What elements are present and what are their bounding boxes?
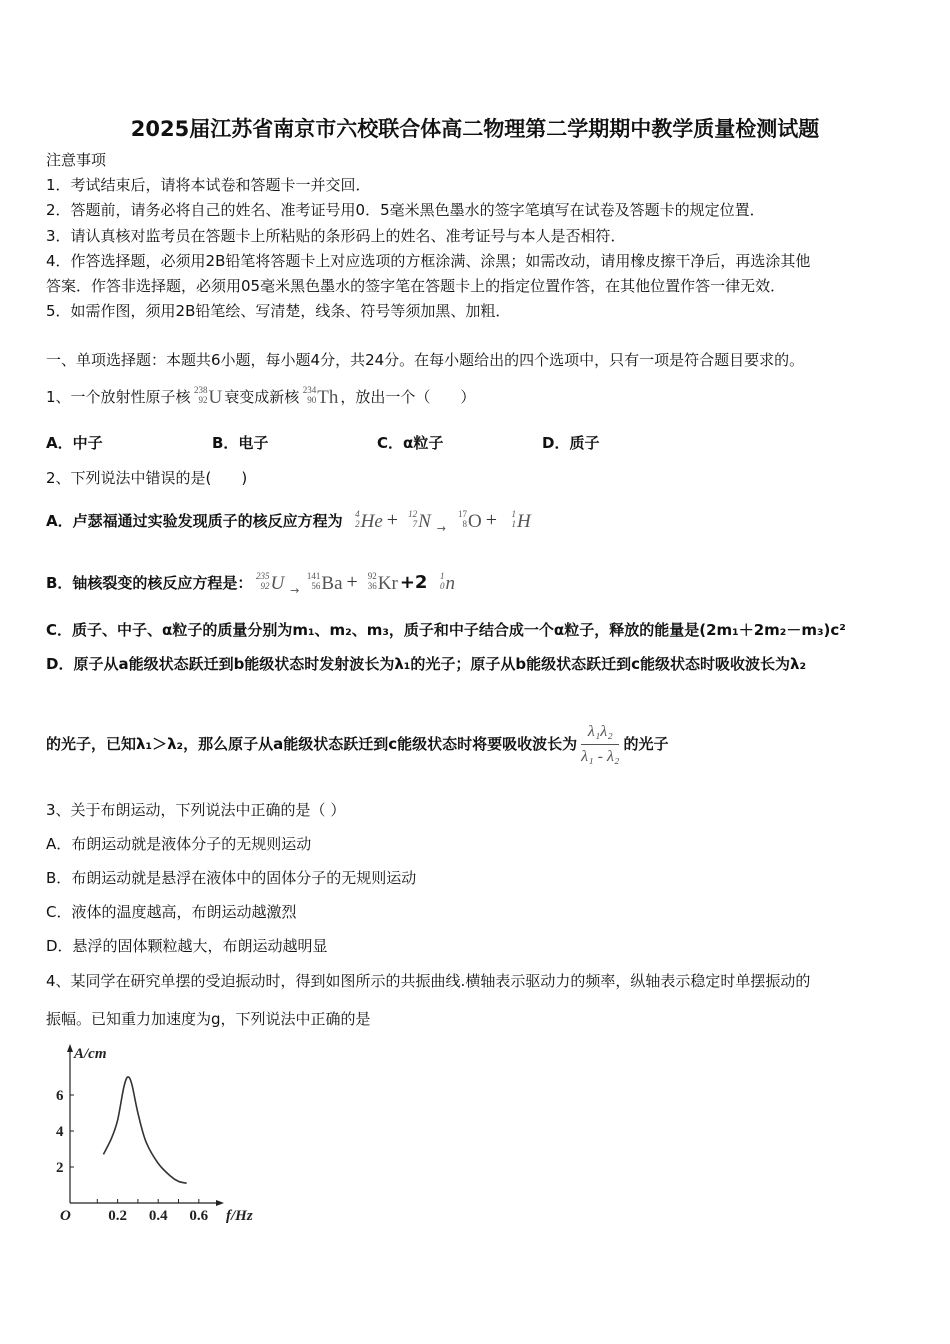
atomic-number: 56 xyxy=(311,580,321,591)
atomic-number: 90 xyxy=(307,394,317,405)
y-tick-label: 4 xyxy=(56,1124,64,1140)
q2-option-a[interactable]: A．卢瑟福通过实验发现质子的核反应方程为 4 2 He + 12 7 N $_\to$ 17 8 O + 1 1 H xyxy=(46,510,533,539)
mass-number: 4 xyxy=(355,508,360,519)
atomic-number: 0 xyxy=(439,580,445,591)
mass-number: 1 xyxy=(511,508,516,519)
q1-option-c[interactable]: C．α粒子 xyxy=(377,434,444,452)
notice-item: 答案．作答非选择题，必须用05毫米黑色墨水的签字笔在答题卡上的指定位置作答，在其他位置作答一律无效． xyxy=(46,277,786,295)
q2-option-c[interactable]: C．质子、中子、α粒子的质量分别为m₁、m₂、m₃，质子和中子结合成一个α粒子，释放的能量是(2m₁＋2m₂－m₃)c² xyxy=(46,621,846,639)
q2-option-b[interactable]: B．铀核裂变的核反应方程是： 235 92 U $_\to$ 141 56 Ba + 92 36 Kr +2 1 0 n xyxy=(46,572,457,601)
fraction xyxy=(581,722,619,767)
option-text: 的光子，已知λ₁＞λ₂，那么原子从a能级状态跃迁到c能级状态时将要吸收波长为 xyxy=(46,735,578,753)
section-heading: 一、单项选择题：本题共6小题，每小题4分，共24分。在每小题给出的四个选项中，只有一项是符合题目要求的。 xyxy=(46,351,805,369)
page-title: 2025届江苏省南京市六校联合体高二物理第二学期期中教学质量检测试题 xyxy=(130,117,820,141)
mass-number: 238 xyxy=(194,384,208,395)
symbol: Th xyxy=(317,386,339,408)
y-tick-label: 2 xyxy=(56,1160,64,1176)
notice-item: 5．如需作图，须用2B铅笔绘、写清楚，线条、符号等须加黑、加粗． xyxy=(46,302,511,320)
mass-number: 234 xyxy=(302,384,317,395)
mass-number: 1 xyxy=(439,570,445,581)
nuclide xyxy=(452,508,482,532)
symbol: O xyxy=(467,510,482,532)
notice-item: 3．请认真核对监考员在答题卡上所粘贴的条形码上的姓名、准考证号与本人是否相符． xyxy=(46,227,626,245)
option-text: A．卢瑟福通过实验发现质子的核反应方程为 xyxy=(46,512,343,530)
symbol: U xyxy=(270,572,285,594)
resonance-curve xyxy=(103,1077,186,1183)
x-tick-label: 0.6 xyxy=(189,1208,209,1224)
origin-label: O xyxy=(60,1208,71,1224)
q2-stem: 2、下列说法中错误的是( ) xyxy=(46,469,248,487)
atomic-number: 1 xyxy=(511,518,516,529)
nuclide xyxy=(305,570,343,594)
fraction-numerator: λ₁λ₂ xyxy=(581,722,619,745)
q3-option-a[interactable]: A．布朗运动就是液体分子的无规则运动 xyxy=(46,835,312,853)
x-axis-arrow-icon xyxy=(216,1200,224,1206)
nuclide-th234 xyxy=(301,384,339,408)
atomic-number: 2 xyxy=(355,518,360,529)
symbol: U xyxy=(208,386,223,408)
atomic-number: 92 xyxy=(260,580,270,591)
x-tick-label: 0.4 xyxy=(148,1208,168,1224)
arrow-icon: → xyxy=(436,522,446,535)
resonance-curve-chart xyxy=(40,1040,280,1230)
x-axis-label: f/Hz xyxy=(226,1208,253,1224)
nuclide xyxy=(362,570,398,594)
nuclide xyxy=(345,508,383,532)
fraction-denominator: λ₁ - λ₂ xyxy=(581,748,620,765)
notice-item: 2．答题前，请务必将自己的姓名、准考证号用0．5毫米黑色墨水的签字笔填写在试卷及答题卡的规定位置． xyxy=(46,201,765,219)
symbol: n xyxy=(445,572,455,594)
x-tick-label: 0.2 xyxy=(108,1208,127,1224)
y-axis-arrow-icon xyxy=(67,1044,73,1052)
notice-item: 4．作答选择题，必须用2B铅笔将答题卡上对应选项的方框涂满、涂黑；如需改动，请用橡皮擦干净后，再选涂其他 xyxy=(46,252,811,270)
q1-stem xyxy=(46,384,476,408)
symbol: He xyxy=(360,510,383,532)
mass-number: 235 xyxy=(255,570,270,581)
atomic-number: 36 xyxy=(367,580,377,591)
nuclide-u238 xyxy=(193,384,223,408)
mass-number: 17 xyxy=(457,508,467,519)
atomic-number: 7 xyxy=(412,518,418,529)
q3-option-c[interactable]: C．液体的温度越高，布朗运动越激烈 xyxy=(46,903,297,921)
q4-stem: 4、某同学在研究单摆的受迫振动时，得到如图所示的共振曲线.横轴表示驱动力的频率，纵轴表示稳定时单摆振动的 xyxy=(46,972,811,990)
symbol: N xyxy=(418,510,431,532)
atomic-number: 92 xyxy=(198,394,208,405)
q1-text: 衰变成新核 xyxy=(224,388,300,406)
q1-text: 1、一个放射性原子核 xyxy=(46,388,191,406)
q3-option-b[interactable]: B．布朗运动就是悬浮在液体中的固体分子的无规则运动 xyxy=(46,869,417,887)
coefficient: +2 xyxy=(399,572,428,593)
option-text: B．铀核裂变的核反应方程是： xyxy=(46,574,253,592)
nuclide xyxy=(429,570,455,594)
q1-option-a[interactable]: A．中子 xyxy=(46,434,103,452)
mass-number: 12 xyxy=(408,508,418,519)
arrow-icon: → xyxy=(290,584,300,597)
q2-option-d[interactable]: D．原子从a能级状态跃迁到b能级状态时发射波长为λ₁的光子；原子从b能级状态跃迁到c能级状态时吸收波长为λ₂ xyxy=(46,655,807,673)
option-text: 的光子 xyxy=(623,735,669,753)
atomic-number: 8 xyxy=(462,518,467,529)
nuclide xyxy=(501,508,531,532)
nuclide xyxy=(402,508,431,532)
symbol: Kr xyxy=(377,572,398,594)
q1-option-b[interactable]: B．电子 xyxy=(212,434,269,452)
mass-number: 92 xyxy=(367,570,377,581)
q3-stem: 3、关于布朗运动，下列说法中正确的是（ ） xyxy=(46,801,346,819)
q2-option-d-cont xyxy=(46,722,668,767)
notice-item: 1．考试结束后，请将本试卷和答题卡一并交回． xyxy=(46,176,371,194)
nuclide xyxy=(254,570,285,594)
q1-text: ，放出一个（ ） xyxy=(340,388,476,406)
mass-number: 141 xyxy=(306,570,321,581)
notice-heading: 注意事项 xyxy=(46,151,107,169)
q3-option-d[interactable]: D．悬浮的固体颗粒越大，布朗运动越明显 xyxy=(46,937,328,955)
q4-stem-cont: 振幅。已知重力加速度为g，下列说法中正确的是 xyxy=(46,1010,371,1028)
symbol: H xyxy=(516,510,531,532)
y-tick-label: 6 xyxy=(56,1088,64,1104)
y-axis-label: A/cm xyxy=(74,1046,107,1062)
q1-option-d[interactable]: D．质子 xyxy=(542,434,600,452)
symbol: Ba xyxy=(321,572,343,594)
